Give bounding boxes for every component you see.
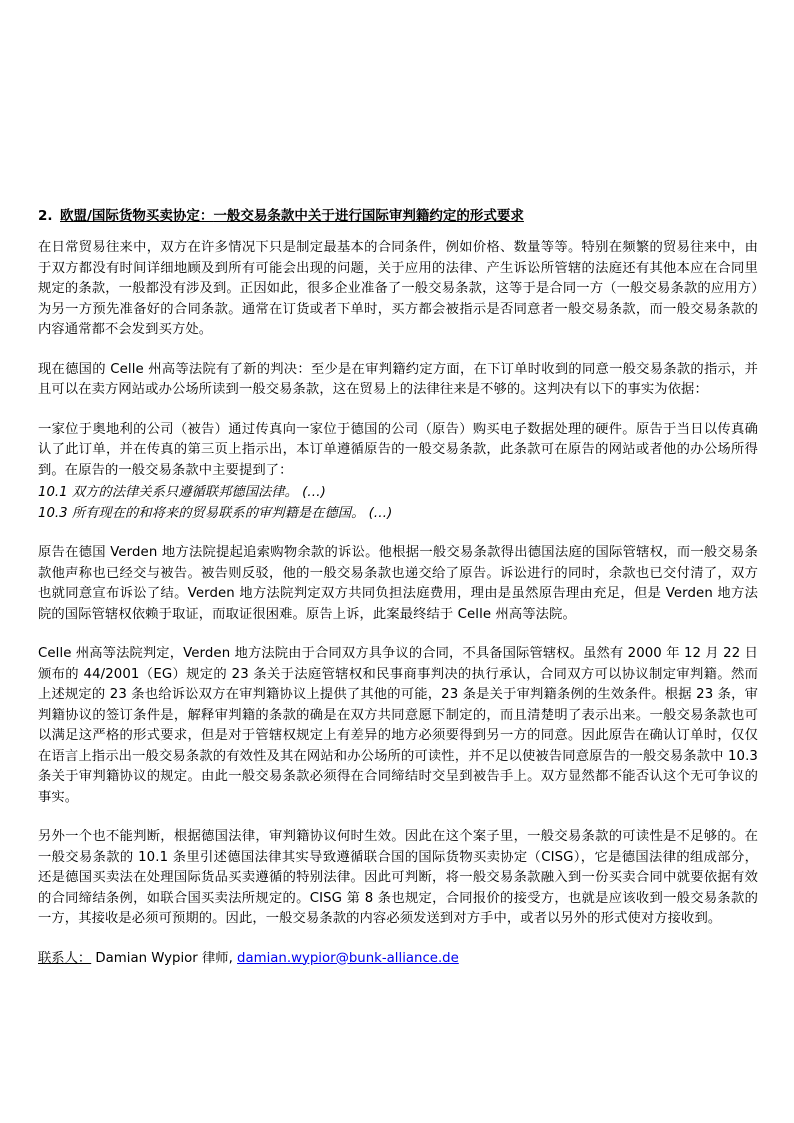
section-number: 2. <box>38 208 53 224</box>
paragraph-lawsuit: 原告在德国 Verden 地方法院提起追索购物余款的诉讼。他根据一般交易条款得出德国法庭的国际管辖权，而一般交易条款他声称也已经交与被告。被告则反驳，他的一般交易条款也递交给了原告。诉讼进行的同时，余款也已交付清了，双方也就同意宣布诉讼了结。Verden 地方法院判定双方共同负担法庭费用，理由是虽然原告理由充足，但是 Verden 地方法院的国际管辖权依赖于取证，而取证很困难。原告上诉，此案最终结于 Celle 州高等法院。 <box>38 545 758 622</box>
quote-clause-10-1: 10.1 双方的法律关系只遵循联邦德国法律。 (…) <box>38 485 326 500</box>
paragraph-cisg: 另外一个也不能判断，根据德国法律，审判籍协议何时生效。因此在这个案子里，一般交易条款的可读性是不足够的。在一般交易条款的 10.1 条里引述德国法律其实导致遵循联合国的国际货物买卖协定（CISG），它是德国法律的组成部分，还是德国买卖法在处理国际货品买卖遵循的特别法律。因此可判断，将一般交易条款融入到一份买卖合同中就要依据有效的合同缔结条例，如联合国买卖法所规定的。CISG 第 8 条也规定，合同报价的接受方，也就是应该收到一般交易条款的一方，其接收是必须可预期的。因此，一般交易条款的内容必须发送到对方手中，或者以另外的形式使对方接收到。 <box>38 829 758 926</box>
paragraph-celle-ruling: Celle 州高等法院判定，Verden 地方法院由于合同双方具争议的合同，不具备国际管辖权。虽然有 2000 年 12 月 22 日颁布的 44/2001（EG）规定的 23 条关于法庭管辖权和民事商事判决的执行承认，合同双方可以协议制定审判籍。然而上述规定的 23 条也给诉讼双方在审判籍协议上提供了其他的可能，23 条是关于审判籍条例的生效条件。根据 23 条，审判籍协议的签订条件是，解释审判籍的条款的确是在双方共同意愿下制定的，而且清楚明了表示出来。一般交易条款也可以满足这严格的形式要求，但是对于管辖权规定上有差异的地方必须要得到另一方的同意。因此原告在确认订单时，仅仅在语言上指示出一般交易条款的有效性及其在网站和办公场所的可读性，并不足以使被告同意原告的一般交易条款中 10.3 条关于审判籍协议的规定。由此一般交易条款必须得在合同缔结时交呈到被告手上。双方显然都不能否认这个无可争议的事实。 <box>38 646 758 805</box>
quoted-clauses <box>38 483 758 524</box>
contact-line <box>38 949 758 969</box>
contact-email-link[interactable]: damian.wypior@bunk-alliance.de <box>237 950 459 966</box>
quote-clause-10-3: 10.3 所有现在的和将来的贸易联系的审判籍是在德国。 (…) <box>38 505 393 521</box>
paragraph-judgment: 现在德国的 Celle 州高等法院有了新的判决：至少是在审判籍约定方面，在下订单时收到的同意一般交易条款的指示，并且可以在卖方网站或办公场所读到一般交易条款，这在贸易上的法律往来是不够的。这判决有以下的事实为依据： <box>38 361 758 397</box>
paragraph-intro: 在日常贸易往来中，双方在许多情况下只是制定最基本的合同条件，例如价格、数量等等。特别在频繁的贸易往来中，由于双方都没有时间详细地顾及到所有可能会出现的问题，关于应用的法律、产生诉讼所管辖的法庭还有其他本应在合同里规定的条款，一般都没有涉及到。正因如此，很多企业准备了一般交易条款，这等于是合同一方（一般交易条款的应用方）为另一方预先准备好的合同条款。通常在订货或者下单时，买方都会被指示是否同意者一般交易条款，而一般交易条款的内容通常都不会发到买方处。 <box>38 240 758 337</box>
contact-label: 联系人： <box>38 950 92 966</box>
paragraph-facts: 一家位于奥地利的公司（被告）通过传真向一家位于德国的公司（原告）购买电子数据处理的硬件。原告于当日以传真确认了此订单，并在传真的第三页上指示出，本订单遵循原告的一般交易条款，此条款可在原告的网站或者他的办公场所得到。在原告的一般交易条款中主要提到了： <box>38 421 758 478</box>
section-heading <box>38 206 758 226</box>
section-title-prefix: 欧盟/国际货物买卖协定： <box>60 208 214 224</box>
document-page <box>38 206 758 969</box>
section-title-main: 一般交易条款中关于进行国际审判籍约定的形式要求 <box>213 208 524 224</box>
contact-name: Damian Wypior 律师, <box>91 950 238 966</box>
